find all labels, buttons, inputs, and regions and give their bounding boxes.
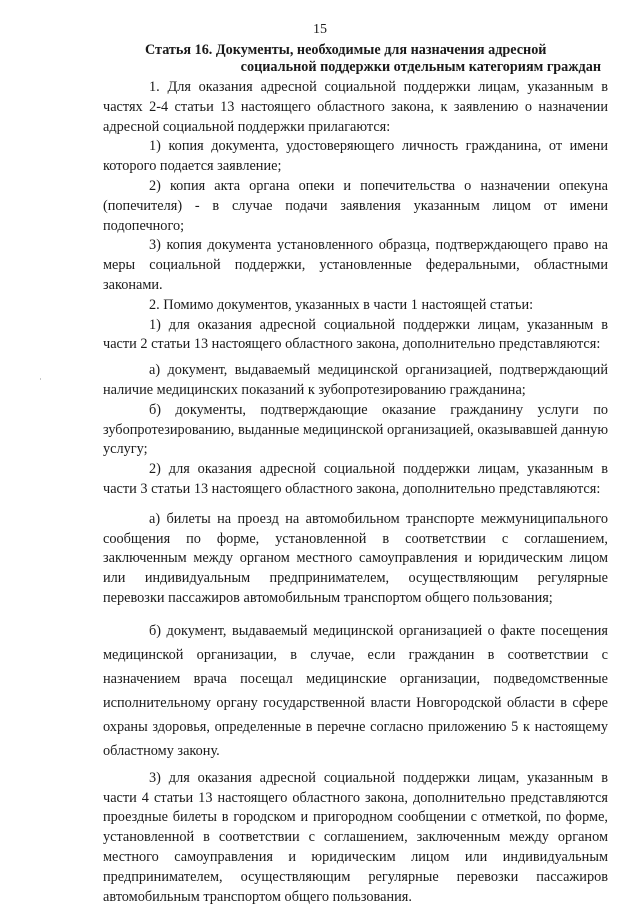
paragraph-part-2-item-3: 3) для оказания адресной социальной поддержки лицам, указанным в части 4 статьи 13 настоящего областного закона, дополнительно представляются проездные билеты в городском и пригородном сообщении с отметкой, по форме, установленной в соответствии с соглашением, заключенным между органом местного самоуправления и юридическим лицом или индивидуальным предпринимателем, осуществляющим регулярные перевозки пассажиров автомобильным транспортом общего пользования. (103, 769, 608, 905)
paragraph-part-1: 1. Для оказания адресной социальной поддержки лицам, указанным в частях 2-4 статьи 13 настоящего областного закона, к заявлению о назначении адресной социальной поддержки прилагаются: (103, 79, 608, 135)
article-title (145, 42, 605, 76)
page-number: 15 (313, 22, 327, 37)
article-body (103, 78, 608, 907)
paragraph-item-2: 2) копия акта органа опеки и попечительства о назначении опекуна (попечителя) - в случае подачи заявления указанным лицом от имени подопечного; (103, 177, 608, 234)
paragraph-item-1: 1) копия документа, удостоверяющего личность гражданина, от имени которого подается заявление; (103, 138, 608, 175)
article-title-line2: социальной поддержки отдельным категориям граждан (240, 59, 601, 75)
article-title-line1: Статья 16. Документы, необходимые для назначения адресной (145, 42, 547, 58)
paragraph-part-2-item-2: 2) для оказания адресной социальной поддержки лицам, указанным в части 3 статьи 13 настоящего областного закона, дополнительно представляются: (103, 461, 608, 497)
paragraph-medical-visit: б) документ, выдаваемый медицинской организацией о факте посещения медицинской организации, в случае, если гражданин в соответствии с назначением врача посещал медицинские организации, подведомственные исполнительному органу государственной власти Новгородской области в сфере охраны здоровья, определенные в перечне согласно приложению 5 к настоящему областному закону. (103, 622, 608, 759)
paragraph-part-2: 2. Помимо документов, указанных в части 1 настоящей статьи: (149, 296, 534, 313)
paragraph-tickets: а) билеты на проезд на автомобильном транспорте межмуниципального сообщения по форме, установленной в соответствии с соглашением, заключенным между органом местного самоуправления и юридическим лицом или индивидуальным предпринимателем, осуществляющим регулярные перевозки пассажиров автомобильным транспортом общего пользования; (103, 510, 608, 606)
paragraph-item-3: 3) копия документа установленного образца, подтверждающего право на меры социальной поддержки, установленные федеральными, областными законами. (103, 237, 608, 293)
paragraph-subitem-b: б) документы, подтверждающие оказание гражданину услуги по зубопротезированию, выданные медицинской организацией, оказывавшей данную услугу; (103, 401, 608, 458)
scan-margin-mark (40, 378, 41, 380)
paragraph-part-2-item-1: 1) для оказания адресной социальной поддержки лицам, указанным в части 2 статьи 13 настоящего областного закона, дополнительно представляются: (103, 316, 608, 353)
paragraph-subitem-a: а) документ, выдаваемый медицинской организацией, подтверждающий наличие медицинских показаний к зубопротезированию гражданина; (103, 362, 608, 398)
